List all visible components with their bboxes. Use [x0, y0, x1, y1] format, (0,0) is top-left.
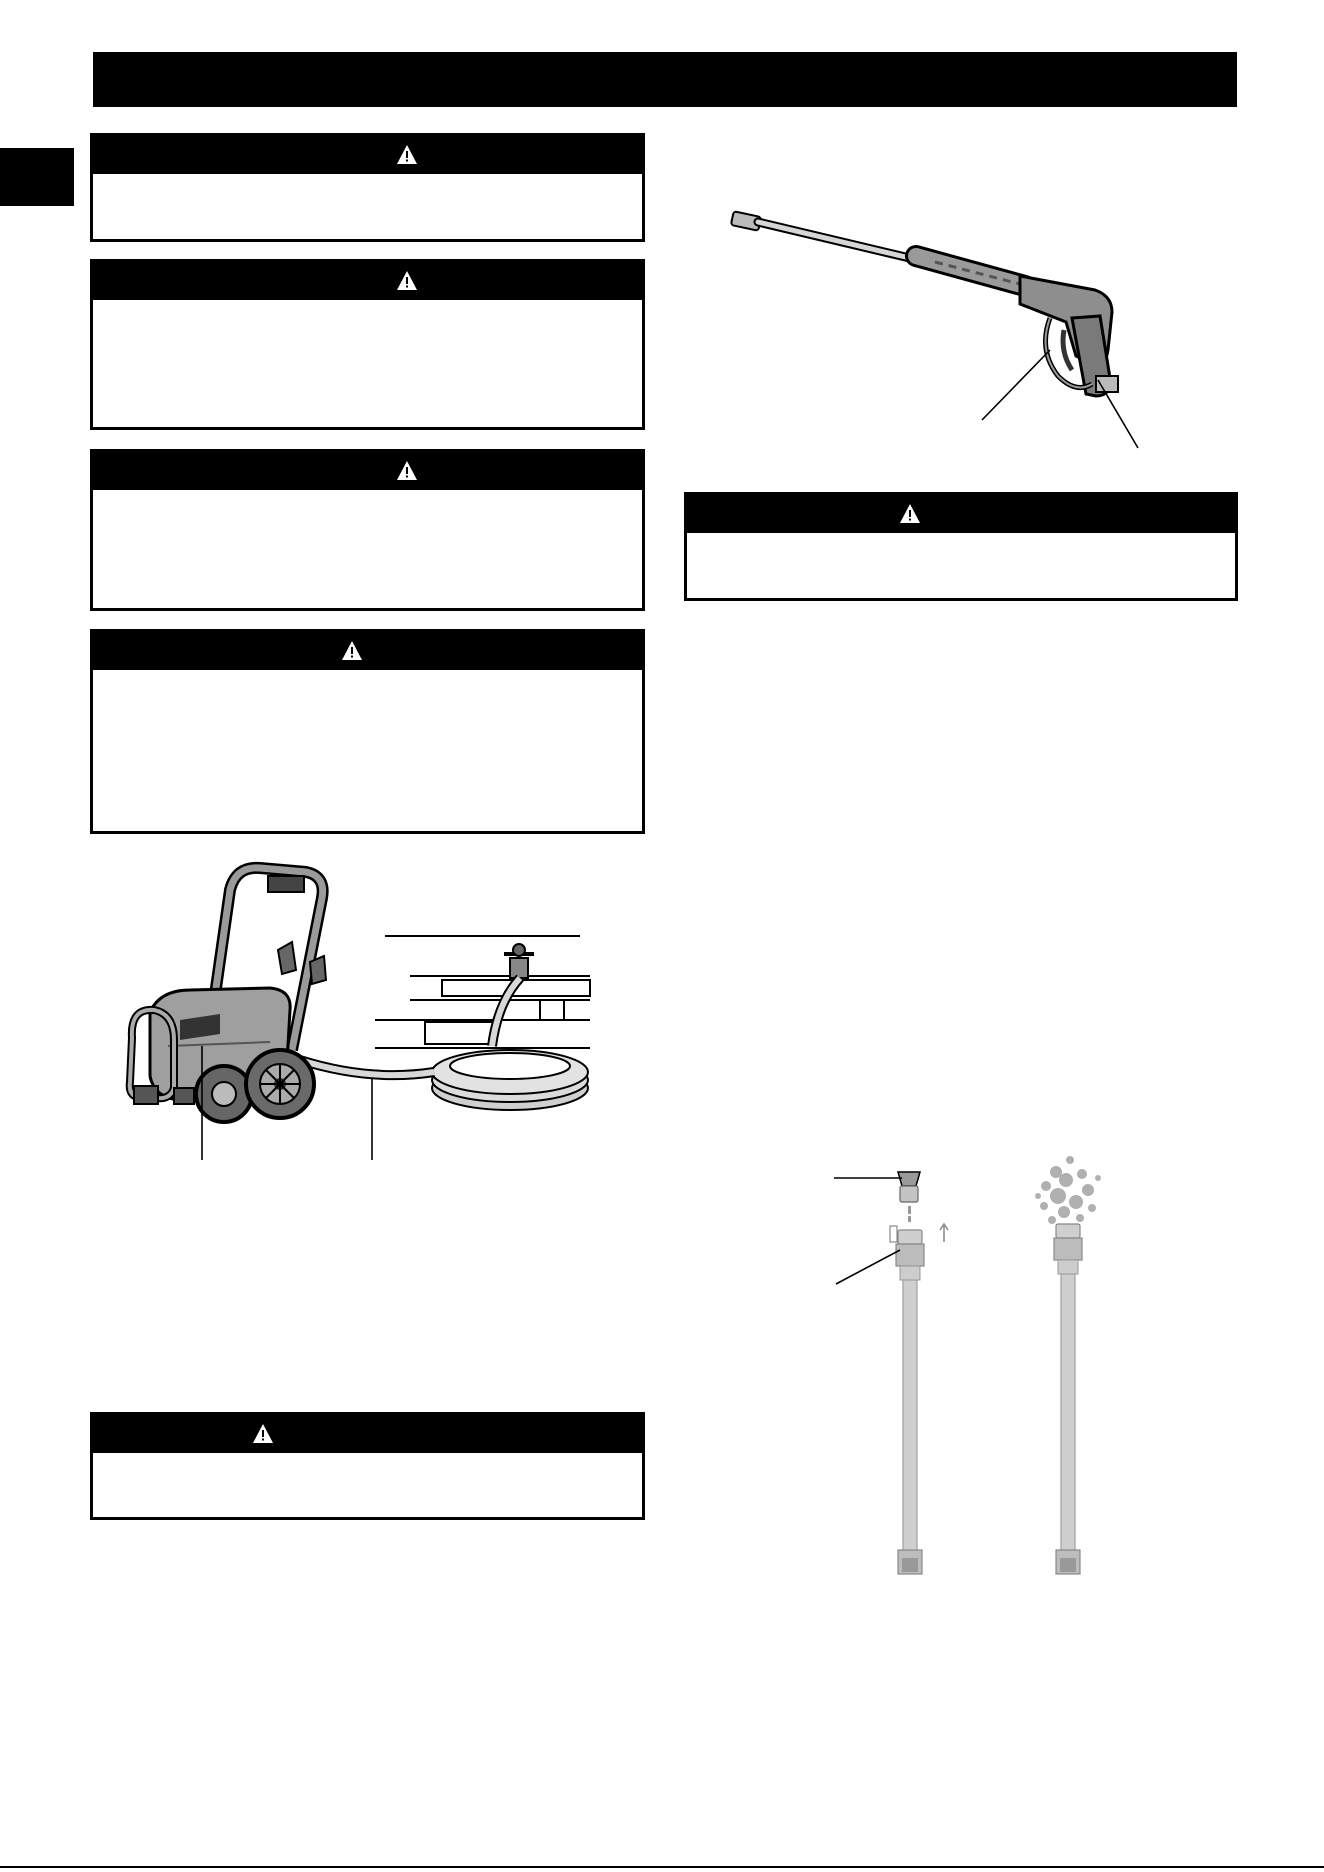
warning-box-1	[90, 133, 645, 242]
warning-triangle-icon	[396, 144, 418, 166]
warning-header	[93, 262, 642, 300]
spray-gun-illustration	[720, 200, 1200, 460]
warning-box-6	[684, 492, 1238, 601]
warning-triangle-icon	[396, 270, 418, 292]
language-tab	[0, 148, 74, 206]
footer-rule	[0, 1866, 1324, 1868]
wand-right	[1035, 1156, 1101, 1574]
warning-header	[687, 495, 1235, 533]
wand-left	[890, 1172, 948, 1574]
page-header-bar	[93, 52, 1237, 107]
pressure-washer-illustration	[120, 850, 620, 1180]
warning-header	[93, 452, 642, 490]
nozzle-wand-illustration	[820, 1150, 1150, 1590]
warning-box-2	[90, 259, 645, 430]
warning-header	[93, 1415, 642, 1453]
warning-triangle-icon	[396, 460, 418, 482]
warning-box-5	[90, 1412, 645, 1520]
warning-triangle-icon	[899, 503, 921, 525]
warning-triangle-icon	[341, 640, 363, 662]
warning-header	[93, 136, 642, 174]
warning-header	[93, 632, 642, 670]
warning-box-4	[90, 629, 645, 834]
warning-box-3	[90, 449, 645, 611]
warning-triangle-icon	[252, 1423, 274, 1445]
